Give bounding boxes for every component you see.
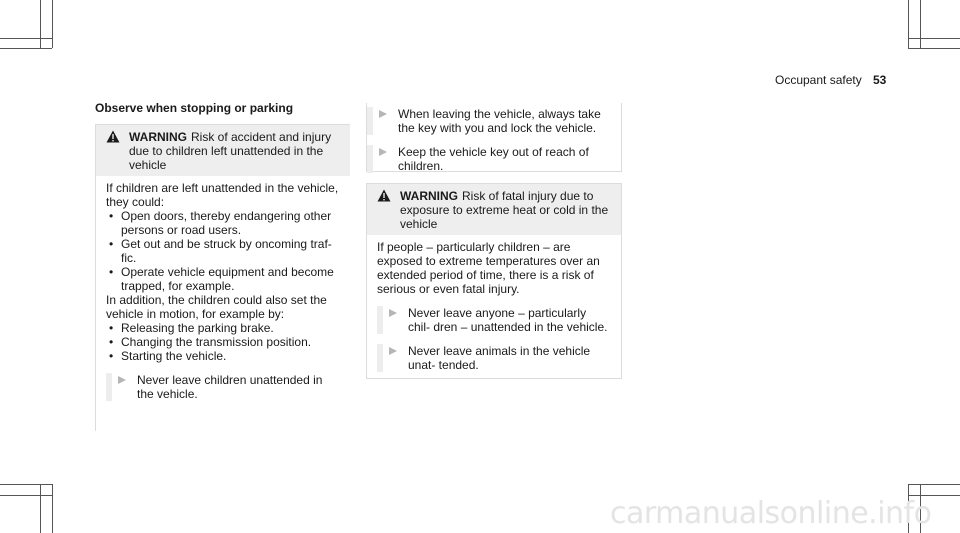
list-item: • Operate vehicle equipment and become trapped, for example. xyxy=(106,265,340,293)
page-number: 53 xyxy=(873,73,887,87)
warning-triangle-icon xyxy=(377,189,391,202)
bullet-list xyxy=(106,209,340,293)
step-bar xyxy=(106,373,112,401)
list-item: • Changing the transmission position. xyxy=(106,335,340,349)
crop-mark xyxy=(908,0,909,48)
warning-text: Risk of fatal injury due to exposure to extreme heat or cold in the vehicle xyxy=(400,189,609,231)
crop-mark xyxy=(40,0,41,48)
crop-mark xyxy=(920,0,921,48)
step-arrow-icon xyxy=(389,347,397,355)
step-text: Never leave children unattended in the vehicle. xyxy=(137,373,323,401)
warning-intro-2: In addition, the children could also set the vehicle in motion, for example by: xyxy=(106,293,327,321)
warning-box xyxy=(366,183,622,379)
warning-box xyxy=(95,124,350,431)
warning-header xyxy=(367,184,621,235)
warning-title xyxy=(106,130,340,172)
warning-label: WARNING xyxy=(400,189,458,203)
list-item: • Releasing the parking brake. xyxy=(106,321,340,335)
step-item xyxy=(367,107,608,135)
step-bar xyxy=(367,145,373,173)
crop-mark xyxy=(0,484,52,485)
warning-title xyxy=(377,189,611,231)
crop-mark xyxy=(908,48,960,49)
section-title: Occupant safety xyxy=(775,73,862,87)
step-bar xyxy=(377,344,383,372)
crop-mark xyxy=(0,38,52,39)
watermark: carmanualsonline.info xyxy=(610,496,932,531)
warning-triangle-icon xyxy=(106,130,120,143)
warning-text: Risk of accident and injury due to children left unattended in the vehicle xyxy=(129,130,332,172)
step-text: When leaving the vehicle, always take the key with you and lock the vehicle. xyxy=(398,107,601,135)
list-item: • Open doors, thereby endangering other persons or road users. xyxy=(106,209,340,237)
step-text: Keep the vehicle key out of reach of children. xyxy=(398,145,589,173)
crop-mark xyxy=(0,495,52,496)
warning-body xyxy=(96,176,350,407)
step-arrow-icon xyxy=(389,309,397,317)
step-arrow-icon xyxy=(379,148,387,156)
warning-paragraph: If people – particularly children – are exposed to extreme temperatures over an extended period of time, there is a risk of serious or even fatal injury. xyxy=(377,240,600,296)
step-item xyxy=(367,145,608,173)
step-item xyxy=(377,306,611,334)
crop-mark xyxy=(908,484,960,485)
step-arrow-icon xyxy=(118,376,126,384)
crop-mark xyxy=(0,48,52,49)
warning-body xyxy=(367,235,621,378)
step-bar xyxy=(367,107,373,135)
warning-intro: If children are left unattended in the vehicle, they could: xyxy=(106,181,339,209)
crop-mark xyxy=(52,0,53,48)
list-item: • Get out and be struck by oncoming traf- fic. xyxy=(106,237,340,265)
step-item xyxy=(377,344,611,372)
step-item xyxy=(106,373,340,401)
crop-mark xyxy=(52,484,53,533)
step-text: Never leave animals in the vehicle unat- tended. xyxy=(408,344,591,372)
section-heading: Observe when stopping or parking xyxy=(95,101,294,115)
list-item: • Starting the vehicle. xyxy=(106,349,340,363)
crop-mark xyxy=(908,38,960,39)
warning-label: WARNING xyxy=(129,130,187,144)
crop-mark xyxy=(40,484,41,533)
steps-box xyxy=(366,103,622,172)
step-bar xyxy=(377,306,383,334)
step-arrow-icon xyxy=(379,110,387,118)
step-text: Never leave anyone – particularly chil- dren – unattended in the vehicle. xyxy=(408,306,608,334)
bullet-list xyxy=(106,321,340,363)
warning-header xyxy=(96,125,350,176)
